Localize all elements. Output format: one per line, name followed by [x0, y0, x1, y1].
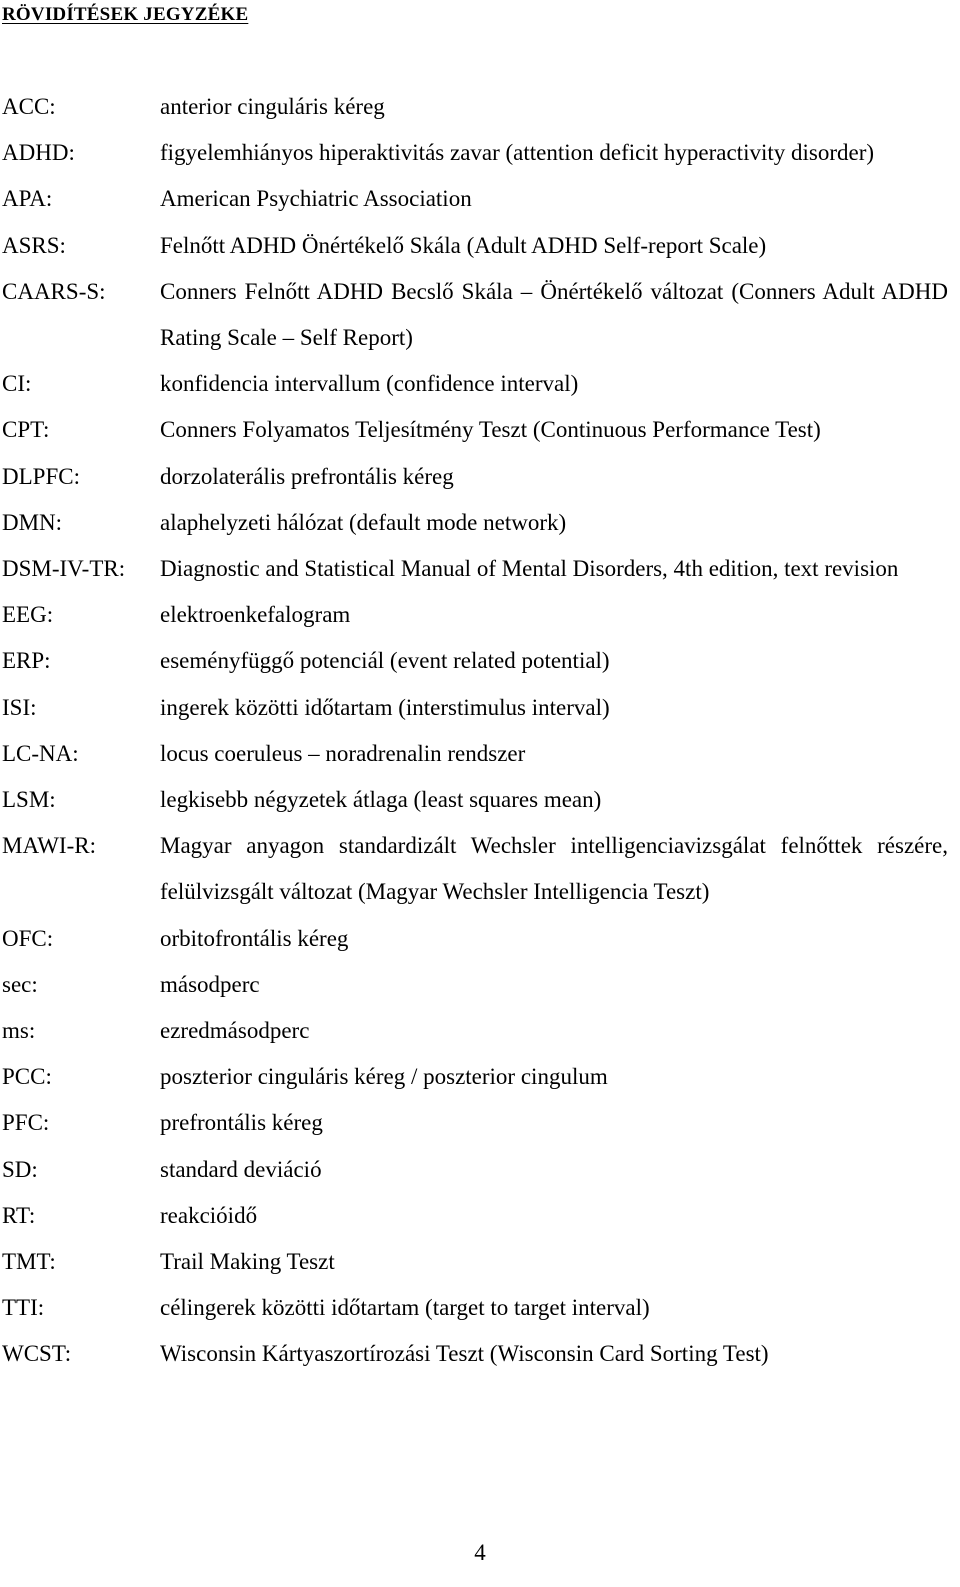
- abbreviation-definition: ingerek közötti időtartam (interstimulus interval): [160, 694, 610, 720]
- abbreviation-definition: elektroenkefalogram: [160, 602, 351, 628]
- abbreviation-definition: Conners Felnőtt ADHD Becslő Skála – Önértékelő változat (Conners Adult ADHD Rating Scale – Self Report): [160, 278, 948, 351]
- abbreviation-definition: alaphelyzeti hálózat (default mode network): [160, 509, 567, 535]
- abbreviation-definition: poszterior cinguláris kéreg / poszterior cingulum: [160, 1064, 608, 1090]
- abbreviation-term: APA:: [2, 186, 53, 212]
- abbreviation-definition: ezredmásodperc: [160, 1018, 310, 1044]
- abbreviation-definition: Wisconsin Kártyaszortírozási Teszt (Wisconsin Card Sorting Test): [160, 1341, 769, 1367]
- abbreviation-definition: eseményfüggő potenciál (event related potential): [160, 648, 610, 674]
- abbreviation-term: RT:: [2, 1202, 36, 1228]
- list-item: [0, 1147, 960, 1193]
- abbreviation-term: ASRS:: [2, 232, 66, 258]
- abbreviation-term: ISI:: [2, 694, 37, 720]
- list-item: [0, 500, 960, 546]
- abbreviation-term: CI:: [2, 371, 32, 397]
- abbreviation-definition: dorzolaterális prefrontális kéreg: [160, 463, 454, 489]
- abbreviation-definition: standard deviáció: [160, 1156, 322, 1182]
- abbreviation-list: [0, 84, 960, 1378]
- list-item: [0, 1054, 960, 1100]
- abbreviation-definition: locus coeruleus – noradrenalin rendszer: [160, 740, 526, 766]
- page-heading: RÖVIDÍTÉSEK JEGYZÉKE: [2, 4, 249, 25]
- abbreviation-term: ERP:: [2, 648, 51, 674]
- list-item: [0, 223, 960, 269]
- abbreviation-term: OFC:: [2, 925, 54, 951]
- abbreviation-definition: másodperc: [160, 971, 260, 997]
- abbreviation-term: DLPFC:: [2, 463, 80, 489]
- abbreviation-definition: anterior cinguláris kéreg: [160, 94, 385, 119]
- abbreviation-definition: figyelemhiányos hiperaktivitás zavar (attention deficit hyperactivity disorder): [160, 140, 875, 166]
- abbreviation-term: TTI:: [2, 1295, 45, 1321]
- abbreviation-definition: konfidencia intervallum (confidence interval): [160, 371, 579, 397]
- list-item: [0, 777, 960, 823]
- abbreviation-term: ACC:: [2, 94, 56, 119]
- abbreviation-definition: prefrontális kéreg: [160, 1110, 323, 1136]
- abbreviation-definition: célingerek közötti időtartam (target to target interval): [160, 1295, 650, 1321]
- list-item: [0, 731, 960, 777]
- abbreviation-definition: Conners Folyamatos Teljesítmény Teszt (Continuous Performance Test): [160, 417, 821, 443]
- abbreviation-definition: reakcióidő: [160, 1202, 258, 1228]
- list-item: [0, 84, 960, 130]
- abbreviation-definition: American Psychiatric Association: [160, 186, 472, 212]
- list-item: [0, 592, 960, 638]
- abbreviation-term: TMT:: [2, 1249, 56, 1275]
- abbreviation-term: PFC:: [2, 1110, 50, 1136]
- abbreviation-term: PCC:: [2, 1064, 52, 1090]
- list-item: [0, 546, 960, 592]
- list-item: [0, 454, 960, 500]
- abbreviation-term: ADHD:: [2, 140, 75, 166]
- abbreviation-term: LSM:: [2, 787, 56, 813]
- list-item: [0, 638, 960, 684]
- list-item: [0, 1008, 960, 1054]
- list-item: [0, 407, 960, 453]
- list-item: [0, 1331, 960, 1377]
- list-item: [0, 1193, 960, 1239]
- abbreviation-term: WCST:: [2, 1341, 72, 1367]
- abbreviation-definition: Magyar anyagon standardizált Wechsler intelligenciavizsgálat felnőttek részére, felülvizsgált változat (Magyar Wechsler Intelligencia Teszt): [160, 833, 948, 905]
- abbreviation-term: DSM-IV-TR:: [2, 556, 126, 582]
- abbreviation-term: CAARS-S:: [2, 278, 106, 304]
- abbreviation-term: EEG:: [2, 602, 54, 628]
- list-item: [0, 1100, 960, 1146]
- abbreviation-term: ms:: [2, 1018, 36, 1044]
- list-item: [0, 1285, 960, 1331]
- list-item: [0, 685, 960, 731]
- list-item: [0, 269, 960, 361]
- abbreviation-definition: Trail Making Teszt: [160, 1249, 335, 1275]
- abbreviation-term: sec:: [2, 971, 38, 997]
- page-number: 4: [474, 1540, 486, 1565]
- list-item: [0, 361, 960, 407]
- list-item: [0, 823, 960, 915]
- abbreviation-term: CPT:: [2, 417, 50, 443]
- abbreviation-term: SD:: [2, 1156, 38, 1182]
- abbreviation-definition: Felnőtt ADHD Önértékelő Skála (Adult ADHD Self-report Scale): [160, 232, 767, 258]
- abbreviation-definition: orbitofrontális kéreg: [160, 925, 349, 951]
- list-item: [0, 176, 960, 222]
- list-item: [0, 916, 960, 962]
- list-item: [0, 962, 960, 1008]
- abbreviation-term: LC-NA:: [2, 740, 79, 766]
- abbreviation-definition: legkisebb négyzetek átlaga (least squares mean): [160, 787, 602, 813]
- abbreviation-term: DMN:: [2, 509, 63, 535]
- abbreviation-definition: Diagnostic and Statistical Manual of Mental Disorders, 4th edition, text revision: [160, 556, 899, 582]
- abbreviation-term: MAWI-R:: [2, 833, 96, 859]
- list-item: [0, 1239, 960, 1285]
- list-item: [0, 130, 960, 176]
